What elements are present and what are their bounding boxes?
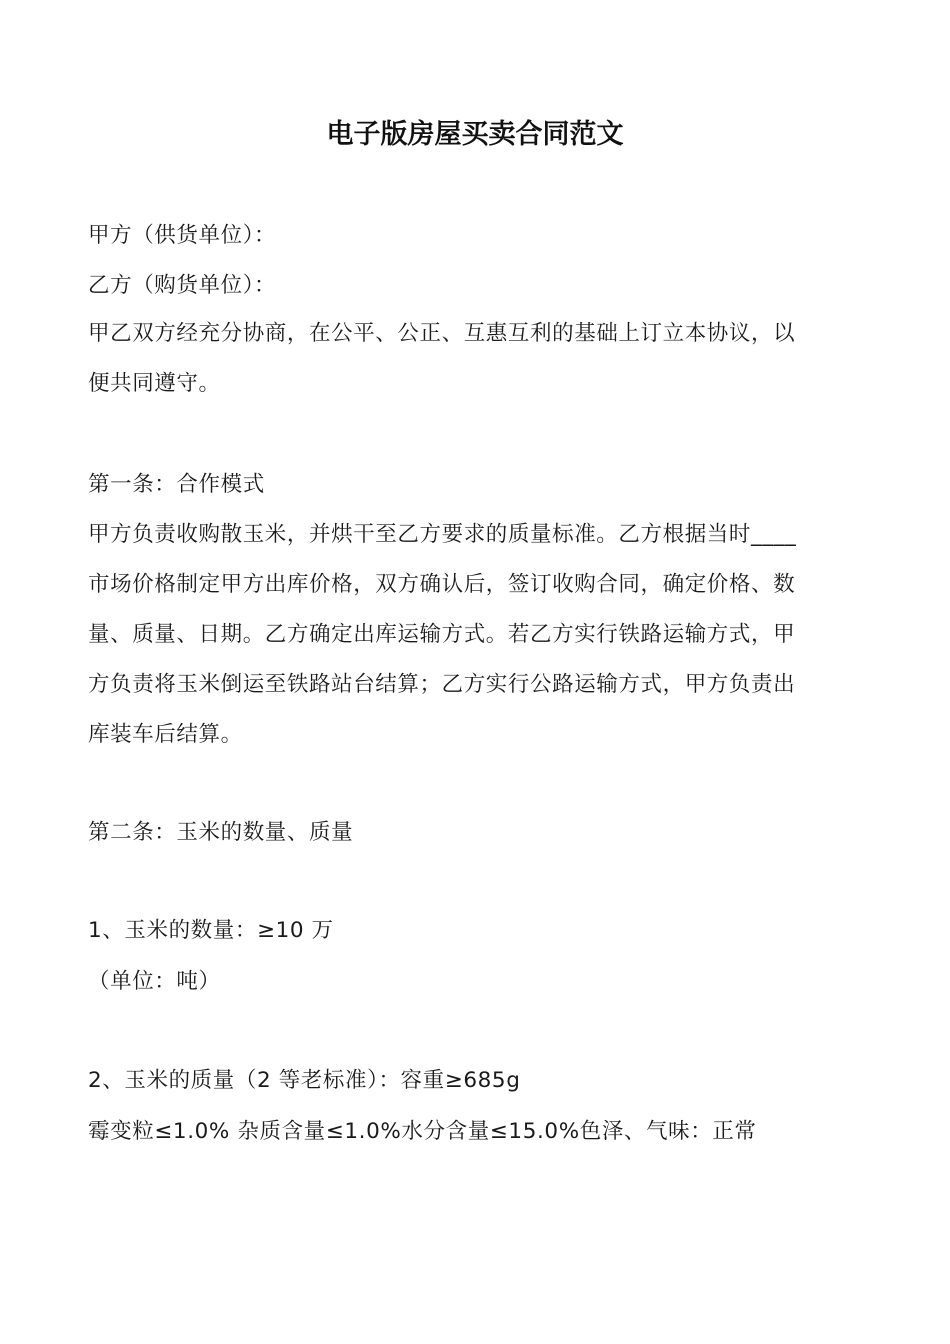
intro-line-1: 甲乙双方经充分协商，在公平、公正、互惠互利的基础上订立本协议，以: [88, 321, 796, 346]
article-1-line: 方负责将玉米倒运至铁路站台结算；乙方实行公路运输方式，甲方负责出: [88, 672, 796, 697]
article-1-heading: 第一条：合作模式: [88, 472, 265, 497]
article-1-line: 库装车后结算。: [88, 722, 243, 747]
quality-line: 2、玉米的质量（2 等老标准）：容重≥685g: [88, 1068, 521, 1093]
article-1-line: 甲方负责收购散玉米，并烘干至乙方要求的质量标准。乙方根据当时____: [88, 522, 797, 547]
party-a-line: 甲方（供货单位）：: [88, 223, 277, 248]
intro-line-2: 便共同遵守。: [88, 371, 221, 396]
unit-line: （单位：吨）: [88, 969, 221, 994]
article-2-heading: 第二条：玉米的数量、质量: [88, 820, 354, 845]
article-1-line: 市场价格制定甲方出库价格，双方确认后，签订收购合同，确定价格、数: [88, 572, 796, 597]
document-title: 电子版房屋买卖合同范文: [326, 119, 624, 150]
party-b-line: 乙方（购货单位）：: [88, 273, 277, 298]
quality-detail-line: 霉变粒≤1.0% 杂质含量≤1.0%水分含量≤15.0%色泽、气味：正常: [88, 1119, 757, 1144]
quantity-line: 1、玉米的数量：≥10 万: [88, 918, 334, 943]
article-1-line: 量、质量、日期。乙方确定出库运输方式。若乙方实行铁路运输方式，甲: [88, 622, 796, 647]
